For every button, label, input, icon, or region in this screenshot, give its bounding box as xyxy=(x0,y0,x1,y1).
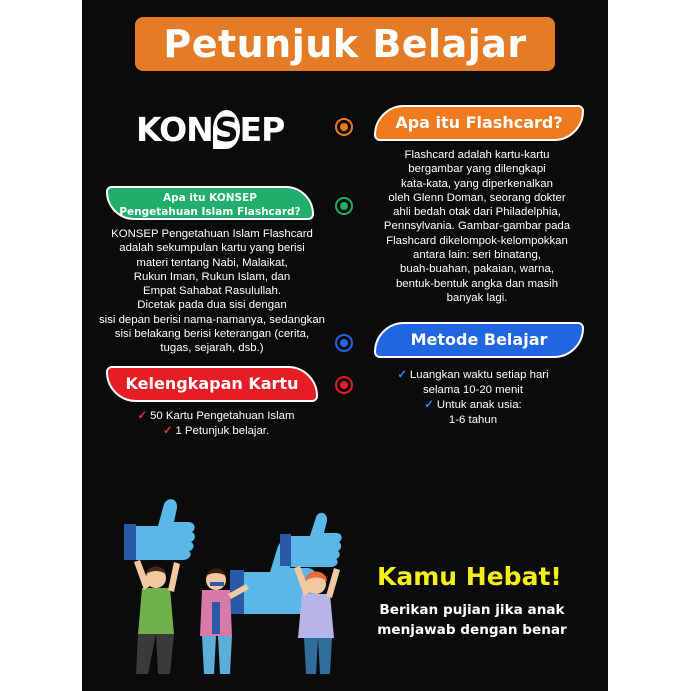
poster xyxy=(82,0,608,691)
kelengkapan-heading: Kelengkapan Kartu xyxy=(106,366,318,402)
kelengkapan-item-1 xyxy=(106,409,326,424)
metode-item-1-text: Luangkan waktu setiap hari xyxy=(409,369,549,381)
flashcard-heading: Apa itu Flashcard? xyxy=(374,105,584,141)
metode-item-2 xyxy=(364,398,582,413)
logo-text-end: EP xyxy=(239,110,285,149)
timeline-dot-green-icon xyxy=(335,197,353,215)
konsep-heading-line2: Pengetahuan Islam Flashcard? xyxy=(119,206,301,218)
metode-heading: Metode Belajar xyxy=(374,322,584,358)
konsep-line: sisi depan berisi nama-namanya, sedangkan xyxy=(98,313,326,326)
metode-item-2-cont: 1-6 tahun xyxy=(448,414,498,426)
kids-thumbs-up-illustration xyxy=(112,490,352,680)
logo-text-s: S xyxy=(214,110,238,149)
checkmark-icon: ✓ xyxy=(424,399,434,411)
konsep-line: tugas, sejarah, dsb.) xyxy=(160,342,264,355)
kelengkapan-item-2-text: 1 Petunjuk belajar. xyxy=(175,425,270,437)
checkmark-icon: ✓ xyxy=(162,425,173,437)
flashcard-line: kata-kata, yang diperkenalkan xyxy=(401,177,553,190)
closing-headline: Kamu Hebat! xyxy=(377,562,562,591)
closing-line2: menjawab dengan benar xyxy=(377,622,567,638)
thumbs-up-icon xyxy=(124,499,195,560)
flashcard-line: antara lain: seri binatang, xyxy=(413,249,541,262)
konsep-line: materi tentang Nabi, Malaikat, xyxy=(136,256,288,269)
konsep-line: adalah sekumpulan kartu yang berisi xyxy=(119,242,305,255)
konsep-line: Empat Sahabat Rasulullah. xyxy=(142,285,282,298)
flashcard-line: Flashcard adalah kartu-kartu xyxy=(404,149,550,161)
metode-list xyxy=(364,368,582,428)
thumbs-up-icon xyxy=(280,513,342,567)
flashcard-description xyxy=(364,148,590,305)
flashcard-line: buah-buahan, pakaian, warna, xyxy=(400,263,554,276)
flashcard-line: oleh Glenn Doman, seorang dokter xyxy=(388,191,566,204)
timeline-dot-blue-icon xyxy=(335,334,353,352)
konsep-line: Dicetak pada dua sisi dengan xyxy=(137,299,287,312)
konsep-line: KONSEP Pengetahuan Islam Flashcard xyxy=(111,228,313,240)
metode-item-1 xyxy=(364,368,582,383)
flashcard-line: ahli bedah otak dari Philadelphia, xyxy=(393,206,561,219)
closing-line1: Berikan pujian jika anak xyxy=(379,602,565,618)
closing-message xyxy=(364,600,580,640)
kelengkapan-list xyxy=(106,409,326,439)
metode-item-2-text: Untuk anak usia: xyxy=(436,399,522,411)
timeline-dot-orange-icon xyxy=(335,118,353,136)
flashcard-line: bergambar yang dilengkapi xyxy=(408,163,546,176)
konsep-heading xyxy=(106,186,314,220)
konsep-logo xyxy=(136,112,284,148)
flashcard-line: Flashcard dikelompok-kelompokkan xyxy=(386,234,568,247)
child-figure-1 xyxy=(134,560,180,674)
flashcard-line: bentuk-bentuk angka dan masih xyxy=(395,277,559,290)
child-figure-3 xyxy=(294,566,340,674)
page-title: Petunjuk Belajar xyxy=(135,17,555,71)
checkmark-icon: ✓ xyxy=(137,410,148,422)
checkmark-icon: ✓ xyxy=(397,369,407,381)
konsep-line: sisi belakang berisi keterangan (cerita, xyxy=(114,328,310,341)
kelengkapan-item-1-text: 50 Kartu Pengetahuan Islam xyxy=(150,410,295,422)
flashcard-line: banyak lagi. xyxy=(446,291,508,304)
konsep-description xyxy=(88,227,336,356)
flashcard-line: Pennsylvania. Gambar-gambar pada xyxy=(383,220,571,233)
metode-item-1-cont: selama 10-20 menit xyxy=(422,384,524,396)
kelengkapan-item-2 xyxy=(106,424,326,439)
konsep-heading-line1: Apa itu KONSEP xyxy=(163,192,257,204)
timeline-dot-red-icon xyxy=(335,376,353,394)
konsep-line: Rukun Iman, Rukun Islam, dan xyxy=(133,270,291,283)
logo-text-start: KON xyxy=(136,110,213,149)
